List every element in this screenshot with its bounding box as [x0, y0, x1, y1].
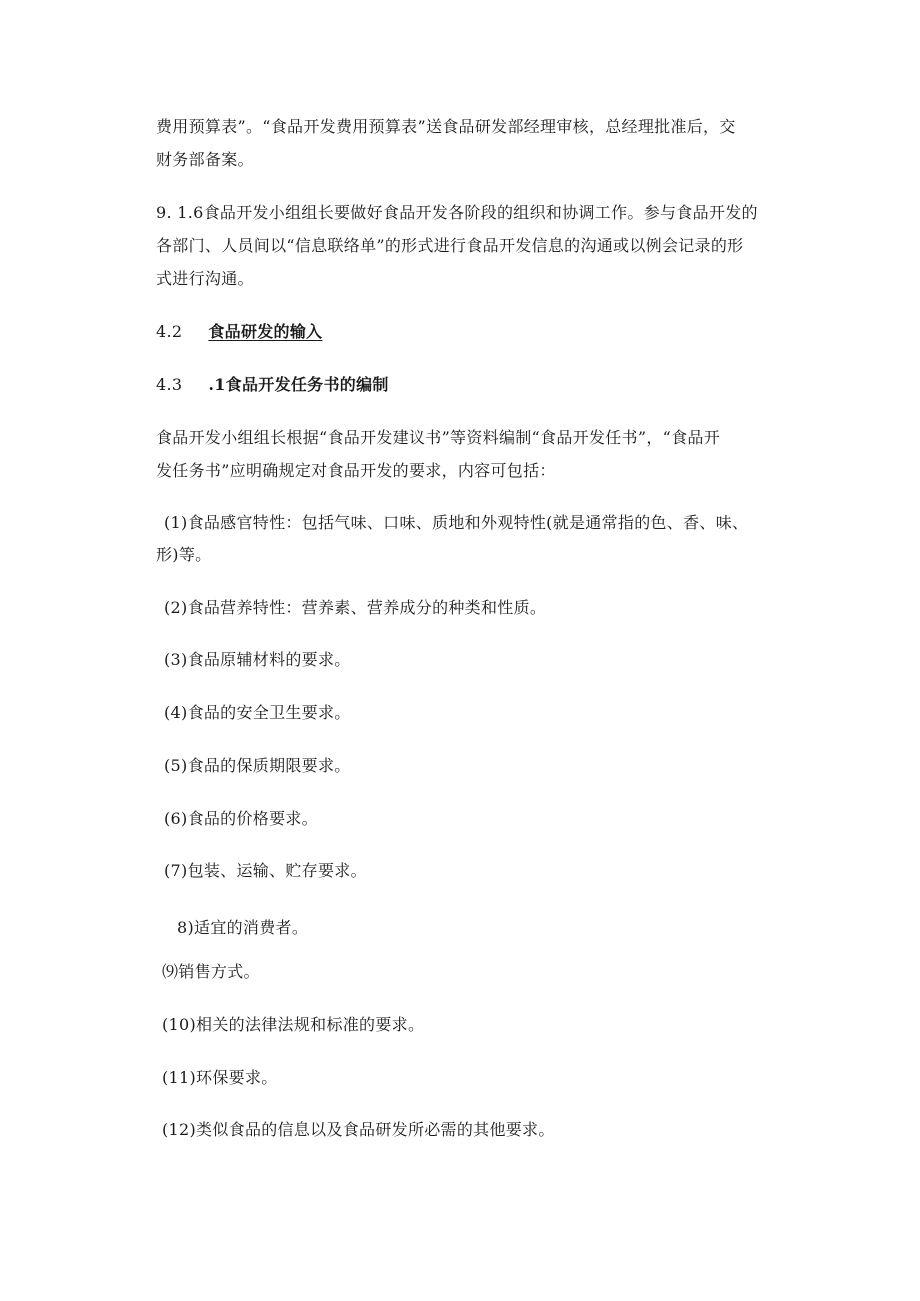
list-item-12: (12)类似食品的信息以及食品研发所必需的其他要求。	[162, 1120, 555, 1139]
paragraph-task-book-line-2: 发任务书”应明确规定对食品开发的要求，内容可包括：	[156, 461, 556, 480]
list-item-1-line-1: (1)食品感官特性：包括气味、口味、质地和外观特性(就是通常指的色、香、味、	[164, 513, 749, 532]
section-heading-4-2	[156, 322, 322, 342]
paragraph-budget-line-2: 财务部备案。	[156, 150, 254, 169]
list-item-9: ⑼销售方式。	[162, 962, 260, 981]
list-item-11: (11)环保要求。	[162, 1068, 278, 1087]
section-title: 食品研发的输入	[208, 322, 323, 341]
list-item-1-line-2: 形)等。	[156, 545, 212, 564]
list-item-4: (4)食品的安全卫生要求。	[164, 703, 351, 722]
list-item-3: (3)食品原辅材料的要求。	[164, 650, 351, 669]
section-number: 4.3	[156, 375, 183, 394]
list-item-6: (6)食品的价格要求。	[164, 809, 318, 828]
paragraph-coordination-line-1: 9. 1.6食品开发小组组长要做好食品开发各阶段的组织和协调工作。参与食品开发的	[156, 203, 758, 222]
paragraph-coordination-line-3: 式进行沟通。	[156, 269, 254, 288]
section-title: .1食品开发任务书的编制	[208, 375, 389, 394]
list-item-5: (5)食品的保质期限要求。	[164, 756, 351, 775]
paragraph-coordination-line-2: 各部门、人员间以“信息联络单”的形式进行食品开发信息的沟通或以例会记录的形	[156, 236, 744, 255]
list-item-10: (10)相关的法律法规和标准的要求。	[162, 1015, 425, 1034]
section-number: 4.2	[156, 322, 183, 341]
section-heading-4-3	[156, 375, 389, 395]
paragraph-task-book-line-1: 食品开发小组组长根据“食品开发建议书”等资料编制“食品开发任书”，“食品开	[156, 428, 720, 447]
paragraph-budget-line-1: 费用预算表”。“食品开发费用预算表”送食品研发部经理审核，总经理批准后，交	[156, 117, 736, 136]
list-item-7: (7)包装、运输、贮存要求。	[164, 861, 367, 880]
list-item-8: 8)适宜的消费者。	[177, 918, 309, 937]
list-item-2: (2)食品营养特性：营养素、营养成分的种类和性质。	[164, 598, 547, 617]
